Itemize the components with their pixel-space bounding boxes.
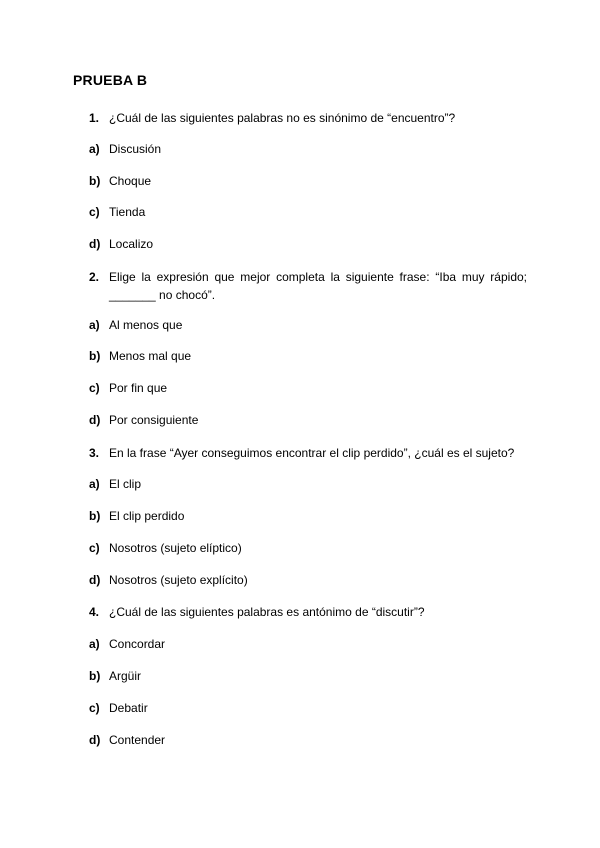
option-letter: b) xyxy=(89,349,101,363)
option-text: Discusión xyxy=(109,142,162,156)
question-number: 4. xyxy=(89,605,100,619)
question-text: ¿Cuál de las siguientes palabras es antónimo de “discutir”? xyxy=(109,605,425,619)
option-text: Por fin que xyxy=(109,381,168,395)
question-number: 3. xyxy=(89,446,100,460)
option-letter: b) xyxy=(89,174,101,188)
page-title: PRUEBA B xyxy=(73,72,148,88)
option-text: El clip xyxy=(109,477,142,491)
option-text: Contender xyxy=(109,733,166,747)
question-text: En la frase “Ayer conseguimos encontrar el clip perdido”, ¿cuál es el sujeto? xyxy=(109,446,515,460)
option-text: Localizo xyxy=(109,237,154,251)
option-letter: a) xyxy=(89,142,100,156)
option-letter: c) xyxy=(89,205,100,219)
option-text: Debatir xyxy=(109,701,148,715)
option-letter: c) xyxy=(89,381,100,395)
question-text: Elige la expresión que mejor completa la siguiente frase: “Iba muy rápido; _______ no chocó”. xyxy=(109,270,527,302)
option-letter: c) xyxy=(89,541,100,555)
option-letter: b) xyxy=(89,509,101,523)
option-letter: d) xyxy=(89,413,101,427)
option-text: Al menos que xyxy=(109,318,183,332)
question-number: 1. xyxy=(89,111,100,125)
option-letter: a) xyxy=(89,637,100,651)
question-text: ¿Cuál de las siguientes palabras no es sinónimo de “encuentro”? xyxy=(109,111,456,125)
question-number: 2. xyxy=(89,270,100,284)
option-letter: c) xyxy=(89,701,100,715)
option-letter: d) xyxy=(89,573,101,587)
option-letter: a) xyxy=(89,318,100,332)
option-text: Argüir xyxy=(109,669,142,683)
option-text: Choque xyxy=(109,174,152,188)
option-text: Nosotros (sujeto elíptico) xyxy=(109,541,242,555)
option-text: Concordar xyxy=(109,637,166,651)
option-letter: a) xyxy=(89,477,100,491)
option-text: Por consiguiente xyxy=(109,413,199,427)
option-text: Tienda xyxy=(109,205,146,219)
option-text: Menos mal que xyxy=(109,349,192,363)
option-letter: d) xyxy=(89,237,101,251)
option-text: Nosotros (sujeto explícito) xyxy=(109,573,248,587)
option-letter: d) xyxy=(89,733,101,747)
option-text: El clip perdido xyxy=(109,509,185,523)
option-letter: b) xyxy=(89,669,101,683)
